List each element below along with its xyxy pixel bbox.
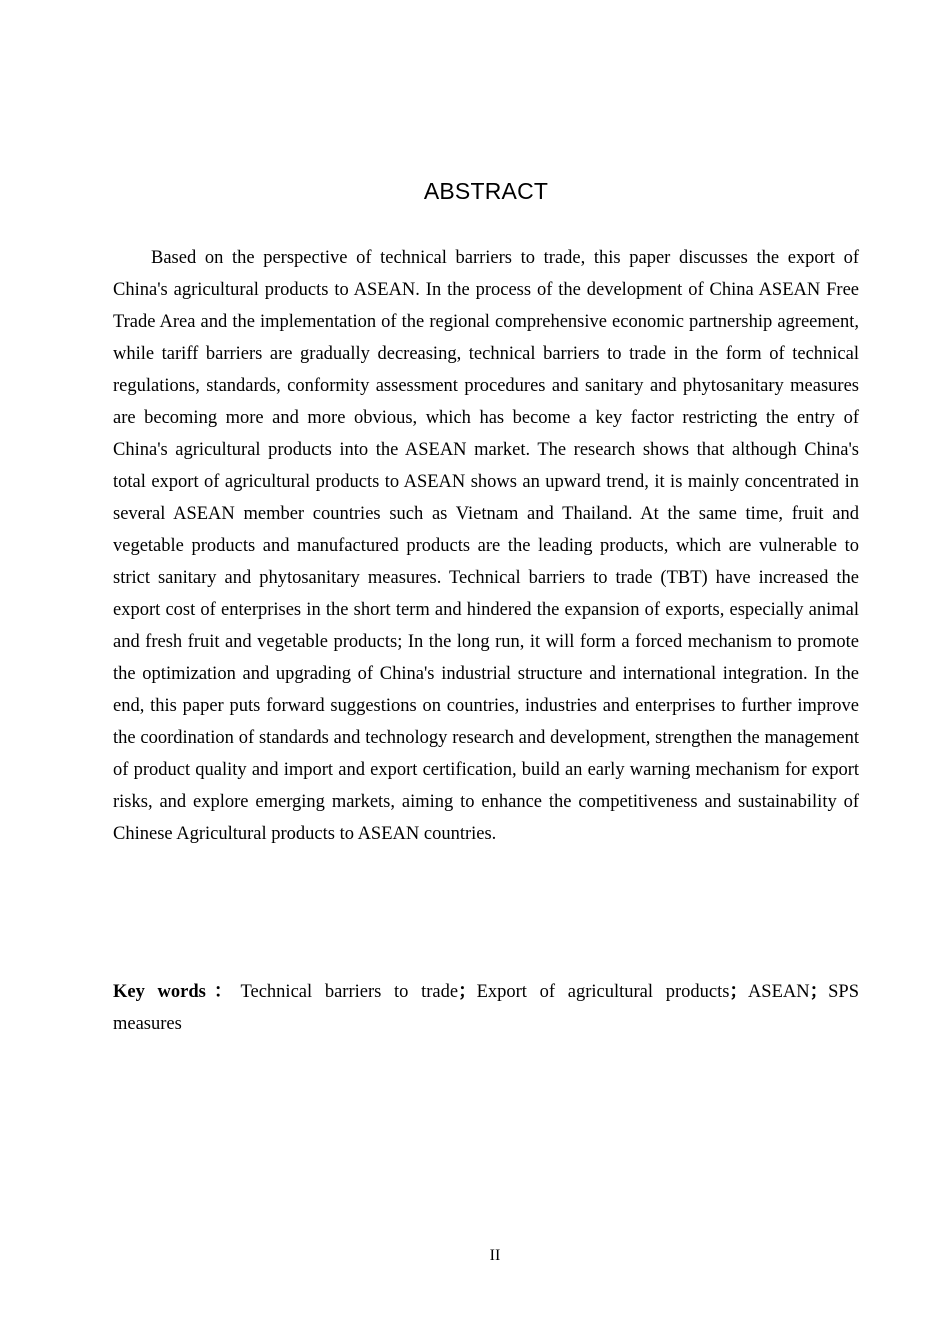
keyword-item: SPS measures: [113, 982, 859, 1034]
keyword-separator: ；: [458, 982, 477, 1002]
keyword-item: Export of agricultural products: [476, 982, 730, 1002]
keyword-item: Technical barriers to trade: [240, 982, 459, 1002]
keyword-item: ASEAN: [747, 982, 810, 1002]
page-number: II: [489, 1247, 501, 1264]
keywords-line: [113, 976, 859, 1040]
abstract-title: ABSTRACT: [423, 178, 549, 204]
keyword-separator: ；: [729, 982, 748, 1002]
keywords-label: Key words：: [113, 982, 241, 1002]
keyword-separator: ；: [809, 982, 829, 1002]
abstract-body: Based on the perspective of technical barriers to trade, this paper discusses the export of China's agricultural products to ASEAN. In the process of the development of China ASEAN Free Trade Area and the implementation of the regional comprehensive economic partnership agreement, while tariff barriers are gradually decreasing, technical barriers to trade in the form of technical regulations, standards, conformity assessment procedures and sanitary and phytosanitary measures are becoming more and more obvious, which has become a key factor restricting the entry of China's agricultural products into the ASEAN market. The research shows that although China's total export of agricultural products to ASEAN shows an upward trend, it is mainly concentrated in several ASEAN member countries such as Vietnam and Thailand. At the same time, fruit and vegetable products and manufactured products are the leading products, which are vulnerable to strict sanitary and phytosanitary measures. Technical barriers to trade (TBT) have increased the export cost of enterprises in the short term and hindered the expansion of exports, especially animal and fresh fruit and vegetable products; In the long run, it will form a forced mechanism to promote the optimization and upgrading of China's industrial structure and international integration. In the end, this paper puts forward suggestions on countries, industries and enterprises to further improve the coordination of standards and technology research and development, strengthen the management of product quality and import and export certification, build an early warning mechanism for export risks, and explore emerging markets, aiming to enhance the competitiveness and sustainability of Chinese Agricultural products to ASEAN countries.: [113, 248, 859, 844]
